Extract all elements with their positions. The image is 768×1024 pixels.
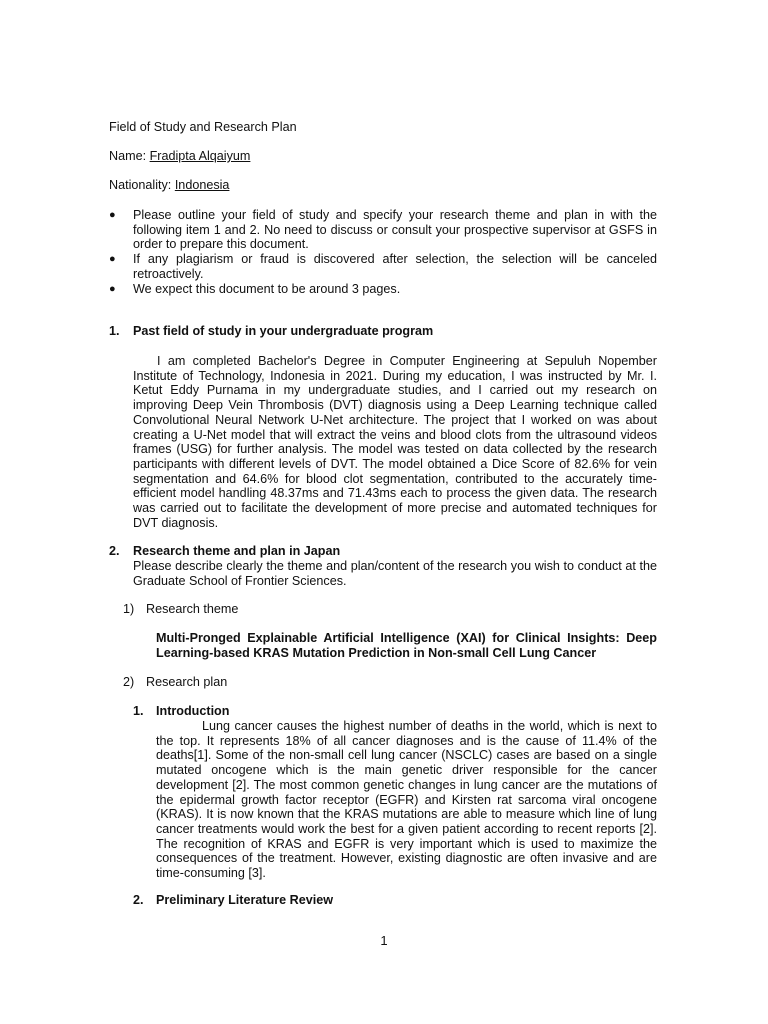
instruction-item: ● We expect this document to be around 3 pages.	[109, 282, 657, 297]
subsection-2-number: 2)	[123, 675, 135, 689]
section-2-title: Research theme and plan in Japan	[133, 544, 341, 558]
section-2-number: 2.	[109, 544, 120, 558]
research-theme-title: Multi-Pronged Explainable Artificial Intelligence (XAI) for Clinical Insights: Deep Learning-based KRAS Mutation Prediction in Non-small Cell Lung Cancer	[156, 631, 657, 660]
page-number: 1	[380, 933, 388, 948]
plan-introduction-title: Introduction	[156, 704, 230, 718]
section-1-heading	[109, 324, 433, 339]
section-1-number: 1.	[109, 324, 120, 338]
section-1-title: Past field of study in your undergraduate program	[133, 324, 434, 338]
subsection-research-theme	[123, 602, 238, 617]
name-value: Fradipta Alqaiyum	[149, 149, 251, 163]
nationality-label: Nationality:	[109, 178, 175, 192]
nationality-value: Indonesia	[174, 178, 230, 192]
plan-introduction-heading	[133, 704, 229, 719]
section-2-heading	[109, 544, 340, 559]
instructions-list	[109, 208, 657, 296]
section-1-body: I am completed Bachelor's Degree in Computer Engineering at Sepuluh Nopember Institute of Technology, Indonesia in 2021. During my education, I was instructed by Mr. I. Ketut Eddy Purnama in my undergraduate studies, and I carried out my research on improving Deep Vein Thrombosis (DVT) diagnosis using a Deep Learning technique called Convolutional Neural Network U-Net architecture. The project that I worked on was about creating a U-Net model that will extract the veins and blood clots from the ultrasound videos frames (USG) for further analysis. The model was tested on data collected by the research participants with different levels of DVT. The model obtained a Dice Score of 82.6% for vein segmentation and 64.6% for blood clot segmentation, contributed to the accurately time-efficient model handling 48.37ms and 71.43ms each to process the given data. The research was carried out to facilitate the development of more precise and automated techniques for DVT diagnosis.	[133, 354, 657, 530]
subsection-2-label: Research plan	[146, 675, 228, 689]
plan-literature-heading	[133, 893, 333, 908]
subsection-1-number: 1)	[123, 602, 135, 616]
plan-introduction-number: 1.	[133, 704, 144, 718]
plan-literature-title: Preliminary Literature Review	[156, 893, 334, 907]
plan-introduction-body: Lung cancer causes the highest number of deaths in the world, which is next to the top. It represents 18% of all cancer diagnoses and is the cause of 11.4% of the deaths[1]. Some of the non-small cell lung cancer (NSCLC) cases are based on a single mutated oncogene which is the main genetic driver responsible for the cancer development [2]. The most common genetic changes in lung cancer are the mutations of the epidermal growth factor receptor (EGFR) and Kirsten rat sarcoma viral oncogene (KRAS). It is now known that the KRAS mutations are able to measure which line of lung cancer treatments would work the best for a given patient according to recent reports [2]. The recognition of KRAS and EGFR is very important which is used to maximize the consequences of the treatment. However, existing diagnostic are often invasive and are time-consuming [3].	[156, 719, 657, 881]
plan-literature-number: 2.	[133, 893, 144, 907]
subsection-research-plan	[123, 675, 227, 690]
instruction-item: ● Please outline your field of study and specify your research theme and plan in with the following item 1 and 2. No need to discuss or consult your prospective supervisor at GSFS in order to prepare this document.	[109, 208, 657, 252]
nationality-line	[109, 178, 229, 193]
instruction-item: ● If any plagiarism or fraud is discovered after selection, the selection will be canceled retroactively.	[109, 252, 657, 281]
section-2-intro: Please describe clearly the theme and plan/content of the research you wish to conduct at the Graduate School of Frontier Sciences.	[133, 559, 657, 588]
subsection-1-label: Research theme	[146, 602, 239, 616]
name-label: Name:	[109, 149, 150, 163]
name-line	[109, 149, 250, 164]
document-title: Field of Study and Research Plan	[109, 120, 297, 134]
